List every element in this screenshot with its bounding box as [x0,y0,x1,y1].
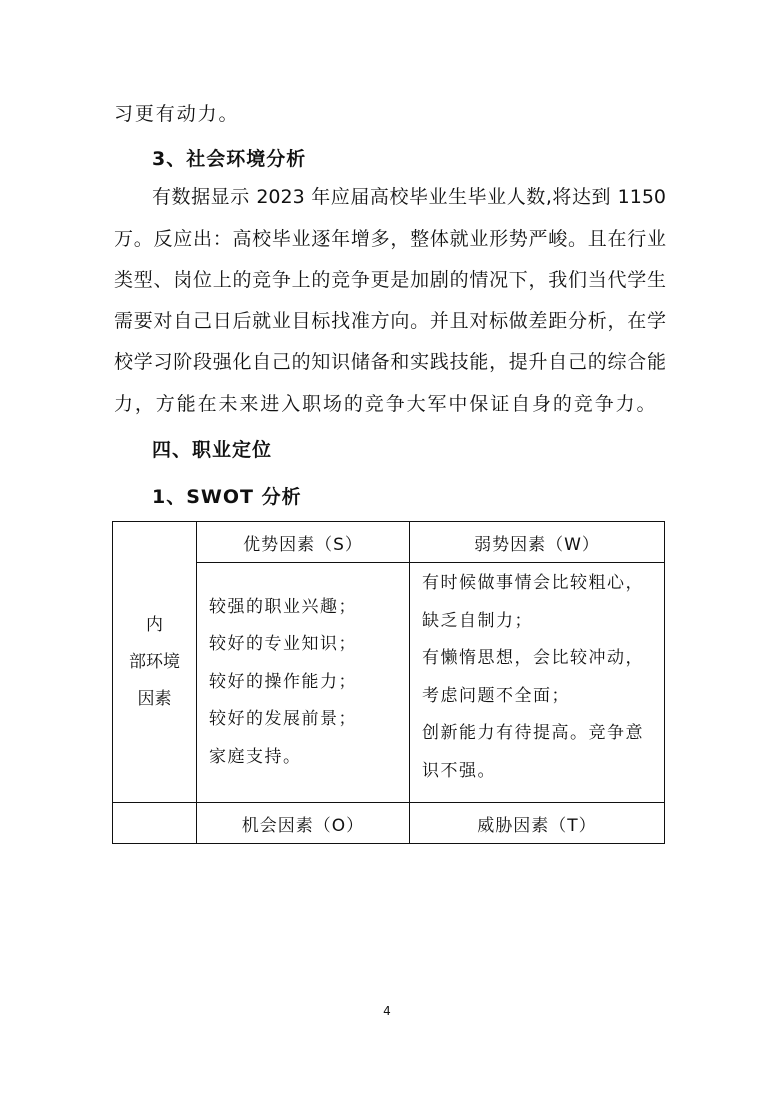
section-heading-social-environment: 3、社会环境分析 [152,148,307,170]
weaknesses-cell [410,563,665,803]
weakness-item: 缺乏自制力； [422,610,533,631]
swot-table [112,521,665,844]
weaknesses-header: 弱势因素（W） [410,522,665,563]
strength-item: 较好的专业知识； [209,634,357,655]
paragraph-line: 校学习阶段强化自己的知识储备和实践技能，提升自己的综合能 [114,351,666,373]
swot-header-row [113,522,665,563]
section-heading-career-positioning: 四、职业定位 [152,439,273,461]
paragraph-line: 类型、岗位上的竞争上的竞争更是加剧的情况下，我们当代学生 [114,269,666,291]
paragraph-line: 有数据显示 2023 年应届高校毕业生毕业人数,将达到 1150 [152,186,666,208]
weakness-item: 有时候做事情会比较粗心， [422,573,644,593]
internal-label-line: 内 [146,614,163,635]
paragraph-line: 习更有动力。 [114,103,240,125]
strength-item: 家庭支持。 [209,746,302,767]
threats-header: 威胁因素（T） [410,803,665,844]
section-heading-swot: 1、SWOT 分析 [152,486,302,508]
weakness-item: 有懒惰思想，会比较冲动， [422,648,644,668]
page-number: 4 [383,1004,391,1018]
external-factors-label [113,803,197,844]
internal-label-line: 部环境 [129,651,180,672]
weakness-item: 创新能力有待提高。竞争意 [422,723,644,743]
opportunities-header: 机会因素（O） [197,803,410,844]
strengths-cell [197,563,410,803]
paragraph-line: 力，方能在未来进入职场的竞争大军中保证自身的竞争力。 [114,393,658,415]
strength-item: 较好的操作能力； [209,671,357,692]
internal-factors-label [113,522,197,803]
weakness-item: 识不强。 [422,760,496,781]
strengths-header: 优势因素（S） [197,522,410,563]
strength-item: 较好的发展前景； [209,709,357,730]
weakness-item: 考虑问题不全面； [422,685,570,706]
paragraph-line: 需要对自己日后就业目标找准方向。并且对标做差距分析，在学 [114,310,666,332]
strength-item: 较强的职业兴趣； [209,596,357,617]
paragraph-line: 万。反应出：高校毕业逐年增多，整体就业形势严峻。且在行业 [114,228,666,250]
internal-label-line: 因素 [137,688,172,709]
swot-external-header-row [113,803,665,844]
